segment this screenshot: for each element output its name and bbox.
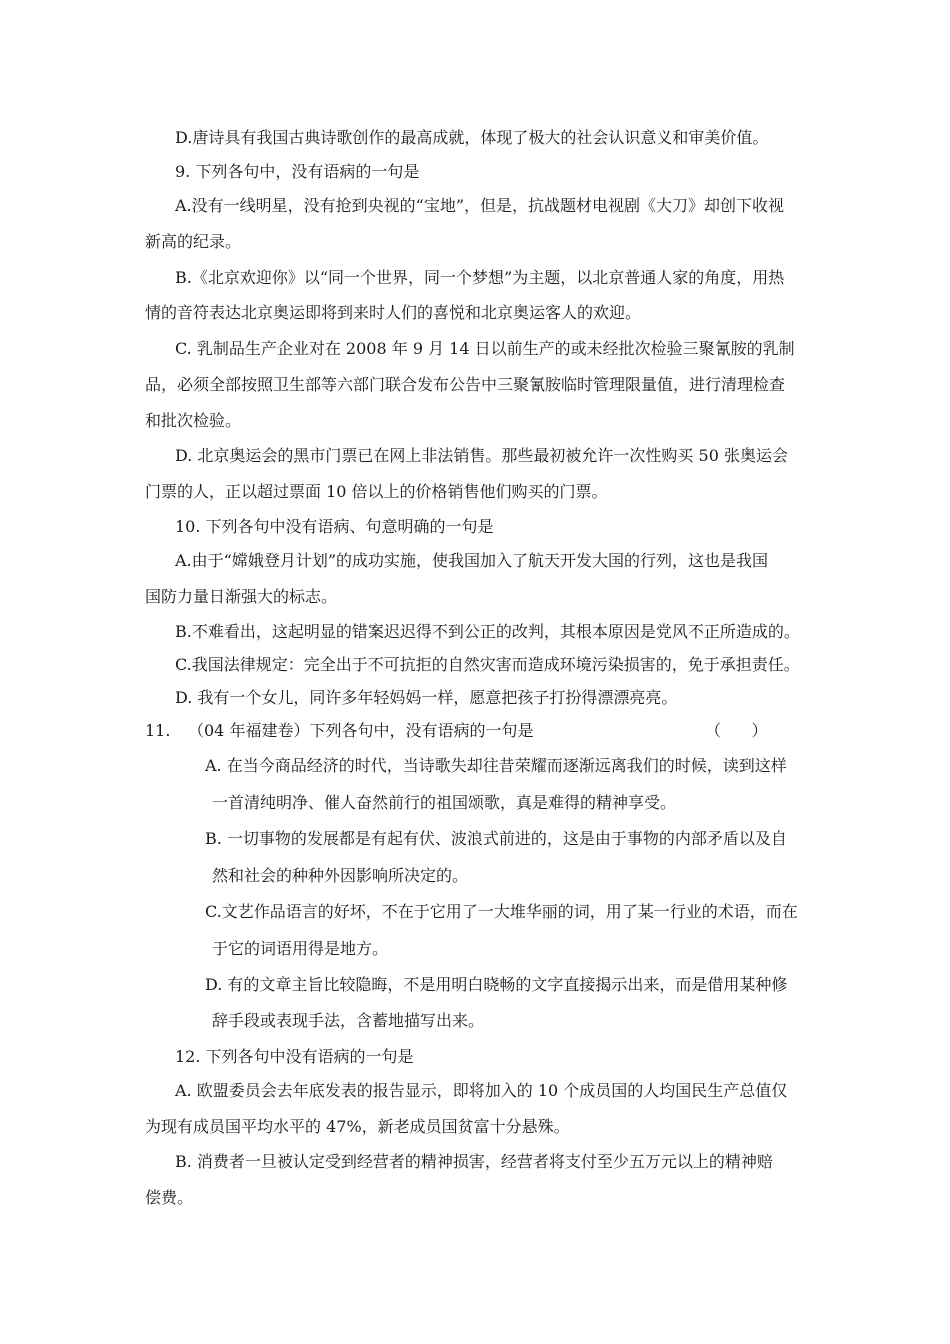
q11-number: 11. xyxy=(145,721,171,740)
q12-option-b-line2: 偿费。 xyxy=(145,1188,194,1207)
q11-option-b-line1: B. 一切事物的发展都是有起有伏、波浪式前进的，这是由于事物的内部矛盾以及自 xyxy=(205,829,787,848)
q10-option-d: D. 我有一个女儿，同许多年轻妈妈一样，愿意把孩子打扮得漂漂亮亮。 xyxy=(175,688,678,707)
q11-option-c-line1: C.文艺作品语言的好坏，不在于它用了一大堆华丽的词，用了某一行业的术语，而在 xyxy=(205,902,798,921)
q9-option-d-line2: 门票的人，正以超过票面 10 倍以上的价格销售他们购买的门票。 xyxy=(145,482,608,501)
q9-option-b-line1: B.《北京欢迎你》以“同一个世界，同一个梦想”为主题，以北京普通人家的角度，用热 xyxy=(175,268,785,287)
q11-option-a-line2: 一首清纯明净、催人奋然前行的祖国颂歌，真是难得的精神享受。 xyxy=(212,793,677,812)
q12-stem: 12. 下列各句中没有语病的一句是 xyxy=(175,1047,414,1066)
q9-option-a-line1: A.没有一线明星，没有抢到央视的“宝地”，但是，抗战题材电视剧《大刀》却创下收视 xyxy=(175,196,785,215)
q11-option-d-line2: 辞手段或表现手法，含蓄地描写出来。 xyxy=(212,1011,485,1030)
q12-option-a-line2: 为现有成员国平均水平的 47%，新老成员国贫富十分悬殊。 xyxy=(145,1117,570,1136)
q11-option-d-line1: D. 有的文章主旨比较隐晦，不是用明白晓畅的文字直接揭示出来，而是借用某种修 xyxy=(205,975,788,994)
q11-option-b-line2: 然和社会的种种外因影响所决定的。 xyxy=(212,866,469,885)
q10-option-b: B.不难看出，这起明显的错案迟迟得不到公正的改判，其根本原因是党风不正所造成的。 xyxy=(175,622,800,641)
q10-stem: 10. 下列各句中没有语病、句意明确的一句是 xyxy=(175,517,494,536)
q9-stem: 9. 下列各句中，没有语病的一句是 xyxy=(175,162,420,181)
q10-option-c: C.我国法律规定：完全出于不可抗拒的自然灾害而造成环境污染损害的，免于承担责任。 xyxy=(175,655,800,674)
q11-option-c-line2: 于它的词语用得是地方。 xyxy=(212,939,389,958)
q9-option-a-line2: 新高的纪录。 xyxy=(145,232,242,251)
q11-answer-blank: （ ） xyxy=(705,721,768,740)
q12-option-b-line1: B. 消费者一旦被认定受到经营者的精神损害，经营者将支付至少五万元以上的精神赔 xyxy=(175,1152,773,1171)
prev-option-d: D.唐诗具有我国古典诗歌创作的最高成就，体现了极大的社会认识意义和审美价值。 xyxy=(175,128,769,147)
q9-option-d-line1: D. 北京奥运会的黑市门票已在网上非法销售。那些最初被允许一次性购买 50 张奥运会 xyxy=(175,446,788,465)
q10-option-a-line1: A.由于“嫦娥登月计划”的成功实施，使我国加入了航天开发大国的行列，这也是我国 xyxy=(175,551,769,570)
q10-option-a-line2: 国防力量日渐强大的标志。 xyxy=(145,587,338,606)
q11-stem: （04 年福建卷）下列各句中，没有语病的一句是 xyxy=(188,721,534,740)
q9-option-c-line3: 和批次检验。 xyxy=(145,411,242,430)
q9-option-c-line2: 品，必须全部按照卫生部等六部门联合发布公告中三聚氰胺临时管理限量值，进行清理检查 xyxy=(145,375,786,394)
q11-option-a-line1: A. 在当今商品经济的时代，当诗歌失却往昔荣耀而逐渐远离我们的时候，读到这样 xyxy=(205,756,787,775)
q9-option-c-line1: C. 乳制品生产企业对在 2008 年 9 月 14 日以前生产的或未经批次检验三聚氰胺的乳制 xyxy=(175,339,795,358)
q9-option-b-line2: 情的音符表达北京奥运即将到来时人们的喜悦和北京奥运客人的欢迎。 xyxy=(145,303,642,322)
q12-option-a-line1: A. 欧盟委员会去年底发表的报告显示，即将加入的 10 个成员国的人均国民生产总值仅 xyxy=(175,1081,788,1100)
